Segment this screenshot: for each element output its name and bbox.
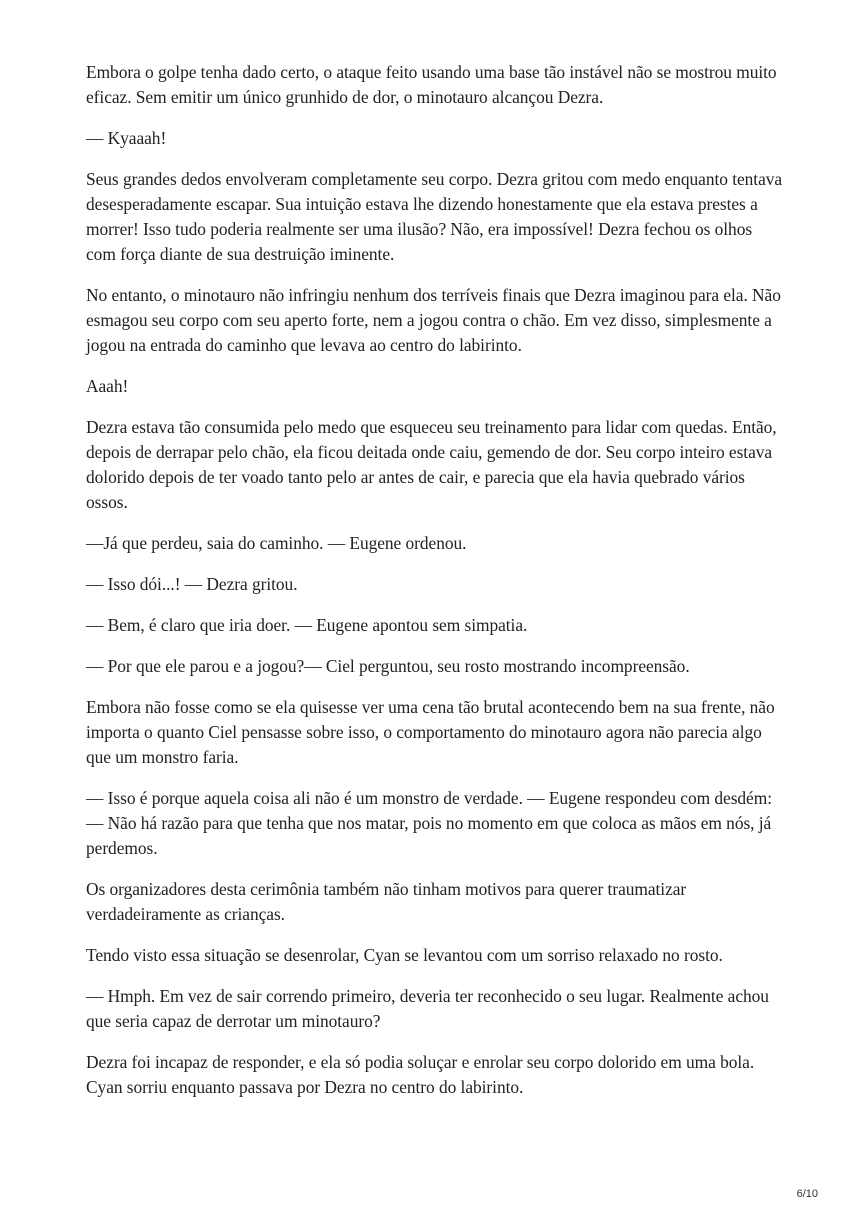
paragraph: No entanto, o minotauro não infringiu nenhum dos terríveis finais que Dezra imaginou para ela. Não esmagou seu corpo com seu aperto forte, nem a jogou contra o chão. Em vez disso, simplesmente a jogou na entrada do caminho que levava ao centro do labirinto. [86, 285, 781, 355]
paragraph: — Hmph. Em vez de sair correndo primeiro, deveria ter reconhecido o seu lugar. Realmente achou que seria capaz de derrotar um minotauro? [86, 986, 769, 1031]
paragraph: Dezra foi incapaz de responder, e ela só podia soluçar e enrolar seu corpo dolorido em uma bola. Cyan sorriu enquanto passava por Dezra no centro do labirinto. [86, 1052, 755, 1097]
paragraph: Os organizadores desta cerimônia também não tinham motivos para querer traumatizar verdadeiramente as crianças. [86, 879, 687, 924]
paragraph: Aaah! [86, 376, 129, 396]
paragraph: Tendo visto essa situação se desenrolar, Cyan se levantou com um sorriso relaxado no rosto. [86, 945, 723, 965]
paragraph: — Kyaaah! [86, 128, 167, 148]
paragraph: —Já que perdeu, saia do caminho. — Eugene ordenou. [86, 533, 467, 553]
paragraph: — Bem, é claro que iria doer. — Eugene apontou sem simpatia. [86, 615, 528, 635]
paragraph: — Isso dói...! — Dezra gritou. [86, 574, 298, 594]
paragraph: — Por que ele parou e a jogou?— Ciel perguntou, seu rosto mostrando incompreensão. [86, 656, 690, 676]
page-number: 6/10 [796, 1188, 818, 1200]
paragraph: Embora não fosse como se ela quisesse ver uma cena tão brutal acontecendo bem na sua frente, não importa o quanto Ciel pensasse sobre isso, o comportamento do minotauro agora não parecia algo que um monstro faria. [86, 697, 775, 767]
document-page [86, 60, 786, 1116]
paragraph: — Isso é porque aquela coisa ali não é um monstro de verdade. — Eugene respondeu com desdém: — Não há razão para que tenha que nos matar, pois no momento em que coloca as mãos em nós, já perdemos. [86, 788, 772, 858]
paragraph: Seus grandes dedos envolveram completamente seu corpo. Dezra gritou com medo enquanto tentava desesperadamente escapar. Sua intuição estava lhe dizendo honestamente que ela estava prestes a morrer! Isso tudo poderia realmente ser uma ilusão? Não, era impossível! Dezra fechou os olhos com força diante de sua destruição iminente. [86, 169, 783, 264]
paragraph: Embora o golpe tenha dado certo, o ataque feito usando uma base tão instável não se mostrou muito eficaz. Sem emitir um único grunhido de dor, o minotauro alcançou Dezra. [86, 62, 777, 107]
paragraph: Dezra estava tão consumida pelo medo que esqueceu seu treinamento para lidar com quedas. Então, depois de derrapar pelo chão, ela ficou deitada onde caiu, gemendo de dor. Seu corpo inteiro estava dolorido depois de ter voado tanto pelo ar antes de cair, e parecia que ela havia quebrado vários ossos. [86, 417, 777, 512]
